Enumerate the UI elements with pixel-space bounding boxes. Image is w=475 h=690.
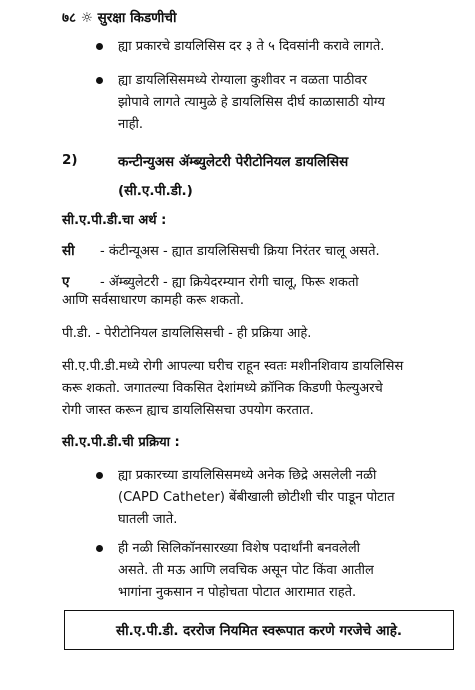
paragraph-line: रोगी जास्त करून ह्याच डायलिसिसचा उपयोग करतात.: [62, 403, 314, 418]
bullet-line: भागांना नुकसान न पोहोचता पोटात आरामात राहते.: [118, 585, 357, 600]
bullet-item: [118, 70, 453, 136]
meaning-heading: सी.ए.पी.डी.चा अर्थ :: [62, 213, 167, 228]
section-abbreviation: (सी.ए.पी.डी.): [118, 183, 193, 199]
paragraph-line: करू शकतो. जगातल्या विकसित देशांमध्ये क्रॉनिक किडणी फेल्युअरचे: [62, 381, 383, 396]
bullet-line: (CAPD Catheter) बेंबीखाली छोटीशी चीर पाडून पोटात: [118, 490, 395, 505]
bullet-line: ह्या डायलिसिसमध्ये रोग्याला कुशीवर न वळता पाठीवर: [118, 73, 368, 88]
term-c: सी: [62, 243, 75, 259]
paragraph-line: सी.ए.पी.डी.मध्ये रोगी आपल्या घरीच राहून स्वतः मशीनशिवाय डायलिसिस: [62, 359, 404, 374]
bullet-line: घातली जाते.: [118, 512, 178, 527]
process-heading: सी.ए.पी.डी.ची प्रक्रिया :: [62, 435, 180, 450]
bullet-line: असते. ती मऊ आणि लवचिक असून पोट किंवा आतील: [118, 563, 374, 578]
book-title: सुरक्षा किडणीची: [97, 10, 177, 26]
page-header: [62, 8, 177, 26]
bullet-item: [118, 538, 453, 604]
section-title: कन्टीन्युअस ॲम्ब्युलेटरी पेरीटोनियल डायलिसिस: [118, 154, 349, 170]
note-box-text: सी.ए.पी.डी. दररोज नियमित स्वरूपात करणे गरजेचे आहे.: [115, 623, 403, 639]
section-number: 2): [62, 152, 78, 168]
bullet-line: ही नळी सिलिकॉनसारख्या विशेष पदार्थांनी बनवलेली: [118, 541, 360, 556]
bullet-line: ह्या प्रकारचे डायलिसिस दर ३ ते ५ दिवसांनी करावे लागते.: [118, 39, 385, 54]
bullet-dot-icon: [96, 545, 103, 552]
bullet-dot-icon: [96, 472, 103, 479]
bullet-dot-icon: [96, 77, 103, 84]
bullet-item: [118, 465, 453, 531]
capd-paragraph: [62, 356, 462, 422]
bullet-line: ह्या प्रकारच्या डायलिसिसमध्ये अनेक छिद्रे असलेली नळी: [118, 468, 377, 483]
pd-definition: [62, 323, 462, 345]
pd-definition-text: पी.डी. - पेरीटोनियल डायलिसिसची - ही प्रक्रिया आहे.: [62, 326, 312, 341]
bullet-item: [118, 36, 453, 58]
page-number: ७८: [62, 10, 77, 26]
note-box: [64, 610, 454, 650]
term-a: ए: [62, 274, 70, 290]
bullet-line: झोपावे लागते त्यामुळे हे डायलिसिस दीर्घ काळासाठी योग्य: [118, 95, 385, 110]
term-c-definition: - कंटीन्यूअस - ह्यात डायलिसिसची क्रिया निरंतर चालू असते.: [100, 244, 380, 259]
term-a-definition-continued: आणि सर्वसाधारण कामही करू शकतो.: [62, 293, 245, 308]
bullet-line: नाही.: [118, 117, 143, 132]
term-a-definition: - ॲम्ब्युलेटरी - ह्या क्रियेदरम्यान रोगी चालू, फिरू शकतो: [100, 275, 359, 290]
ornament-icon: ☼: [80, 10, 93, 26]
bullet-dot-icon: [96, 43, 103, 50]
